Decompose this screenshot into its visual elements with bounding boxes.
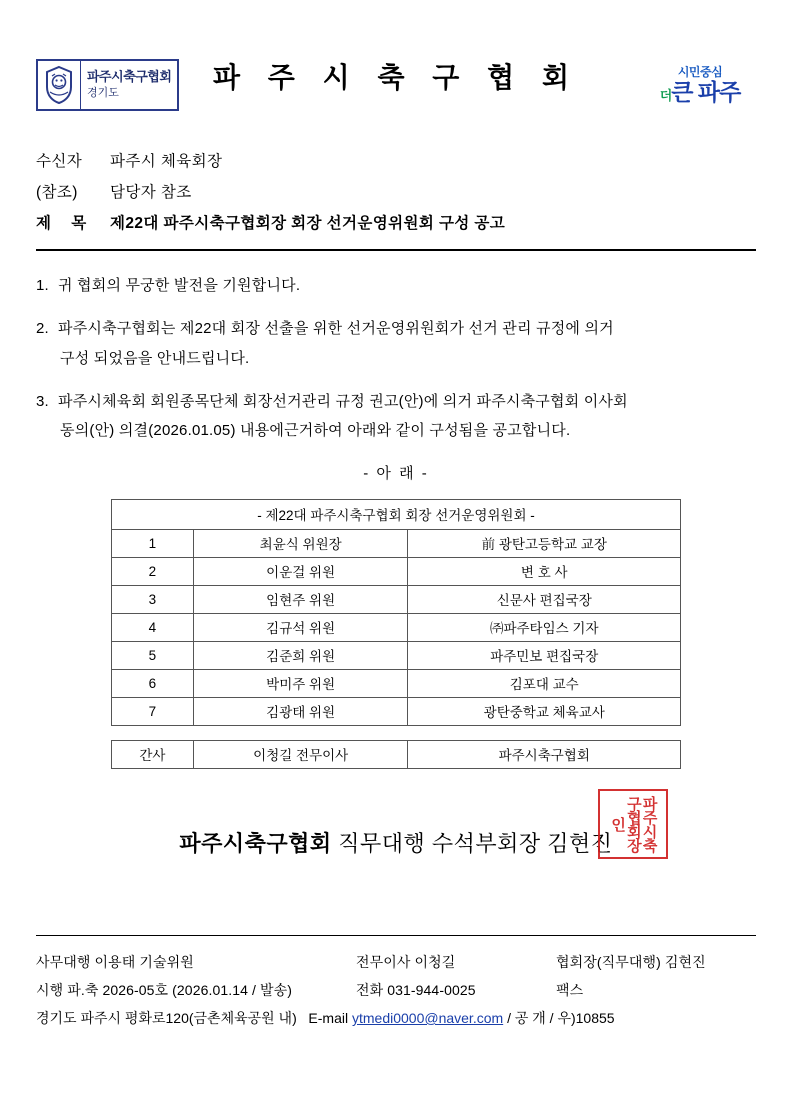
- page-title: 파 주 시 축 구 협 회: [212, 62, 579, 93]
- committee-table-caption: - 제22대 파주시축구협회 회장 선거운영위원회 -: [112, 499, 681, 529]
- footer-phone: 전화 031-944-0025: [356, 982, 476, 998]
- cc-value: 담당자 참조: [110, 184, 192, 201]
- cell-affiliation: 신문사 편집국장: [408, 585, 681, 613]
- cell-name: 박미주 위원: [193, 669, 408, 697]
- cell-no: 7: [112, 697, 194, 725]
- footer-doc-number: 시행 파.축 2026-05호 (2026.01.14 / 발송): [36, 982, 292, 998]
- header-divider: [36, 249, 756, 251]
- table-row: [112, 697, 681, 725]
- cell-name: 이청길 전무이사: [193, 740, 408, 768]
- recipient-label: 수신자: [36, 153, 83, 170]
- subject-label: 제 목: [36, 215, 95, 232]
- cc-label: (참조): [36, 184, 78, 201]
- footer-president: 협회장(직무대행) 김현진: [556, 954, 706, 970]
- footer-row-2: [36, 976, 756, 1004]
- cell-name: 김규석 위원: [193, 613, 408, 641]
- committee-table: [111, 499, 681, 726]
- footer-disclosure: / 공 개 / 우)10855: [507, 1010, 615, 1026]
- table-row: [112, 740, 681, 768]
- table-row: [112, 613, 681, 641]
- paragraph-text: [58, 271, 756, 300]
- footer-address: 경기도 파주시 평화로120(금촌체육공원 내): [36, 1010, 297, 1026]
- paragraph-number: 2.: [36, 320, 49, 338]
- cell-no: 6: [112, 669, 194, 697]
- emblem-title: 파주시축구협회: [87, 68, 172, 84]
- cell-affiliation: ㈜파주타임스 기자: [408, 613, 681, 641]
- cell-affiliation: 前 광탄고등학교 교장: [408, 529, 681, 557]
- footer-managing-director: 전무이사 이청길: [356, 954, 456, 970]
- paragraph-line-1: 파주시축구협회는 제22대 회장 선출을 위한 선거운영위원회가 선거 관리 규정에 의거: [58, 320, 614, 338]
- footer-divider: [36, 935, 756, 936]
- footer-fax: 팩스: [556, 982, 584, 998]
- subject-value: 제22대 파주시축구협회장 회장 선거운영위원회 구성 공고: [110, 215, 506, 232]
- cell-name: 이운걸 위원: [193, 557, 408, 585]
- below-marker: - 아 래 -: [363, 465, 429, 483]
- document-header: [36, 0, 756, 120]
- table-spacer: [36, 726, 756, 740]
- document-footer: [36, 935, 756, 1032]
- official-seal-stamp: 파주시축구협회장인: [598, 789, 668, 859]
- signature-organization: 파주시축구협회: [179, 830, 332, 856]
- paragraph-number: 3.: [36, 392, 49, 410]
- cell-affiliation: 김포대 교수: [408, 669, 681, 697]
- table-row: [112, 669, 681, 697]
- cell-no: 4: [112, 613, 194, 641]
- paragraph-line-2: 동의(안) 의결(2026.01.05) 내용에근거하여 아래와 같이 구성됨을 공고합니다.: [60, 422, 571, 439]
- recipient-value: 파주시 체육회장: [110, 153, 223, 170]
- paragraph-text: [58, 314, 756, 373]
- cell-no: 1: [112, 529, 194, 557]
- paragraph-line-1: 귀 협회의 무궁한 발전을 기원합니다.: [58, 277, 301, 294]
- recipient-block: [36, 146, 756, 239]
- city-brand-small: 더: [659, 88, 672, 103]
- secretary-table-wrap: [36, 740, 756, 769]
- cell-affiliation: 파주민보 편집국장: [408, 641, 681, 669]
- paragraph-line-1: 파주시체육회 회원종목단체 회장선거관리 규정 권고(안)에 의거 파주시축구협회 이사회: [58, 392, 628, 410]
- footer-email-label: E-mail: [308, 1010, 349, 1026]
- cell-no: 3: [112, 585, 194, 613]
- cell-affiliation: 변 호 사: [408, 557, 681, 585]
- footer-email-link[interactable]: ytmedi0000@naver.com: [351, 1010, 504, 1026]
- table-row: [112, 585, 681, 613]
- signature-role: 직무대행 수석부회장 김현진: [331, 830, 613, 856]
- cell-name: 김광태 위원: [193, 697, 408, 725]
- footer-row-1: [36, 948, 756, 976]
- cell-no: 2: [112, 557, 194, 585]
- committee-table-wrap: [36, 499, 756, 726]
- cc-row: [36, 177, 756, 208]
- table-row: [112, 557, 681, 585]
- cell-name: 김준희 위원: [193, 641, 408, 669]
- cell-no: 5: [112, 641, 194, 669]
- cell-role: 간사: [112, 740, 194, 768]
- paragraph-number: 1.: [36, 277, 49, 294]
- paragraph-text: [58, 387, 756, 446]
- city-slogan: 시민중심: [677, 65, 723, 79]
- body-paragraph: [36, 387, 756, 446]
- secretary-table: [111, 740, 681, 769]
- table-row: [112, 529, 681, 557]
- signature-line: [36, 795, 756, 858]
- footer-row-3: [36, 1004, 756, 1032]
- body-paragraph: [36, 314, 756, 373]
- city-brand-main: 큰 파주: [671, 79, 741, 105]
- cell-affiliation: 광탄중학교 체육교사: [408, 697, 681, 725]
- footer-office-agent: 사무대행 이용태 기술위원: [36, 954, 194, 970]
- emblem-subtitle: 경기도: [87, 86, 119, 99]
- paragraph-line-2: 구성 되었음을 안내드립니다.: [60, 349, 250, 367]
- cell-name: 최윤식 위원장: [193, 529, 408, 557]
- cell-affiliation: 파주시축구협회: [408, 740, 681, 768]
- body-paragraph: [36, 271, 756, 300]
- recipient-row: [36, 146, 756, 177]
- table-caption-row: [112, 499, 681, 529]
- table-row: [112, 641, 681, 669]
- document-body: [36, 271, 756, 489]
- cell-name: 임현주 위원: [193, 585, 408, 613]
- subject-row: [36, 208, 756, 239]
